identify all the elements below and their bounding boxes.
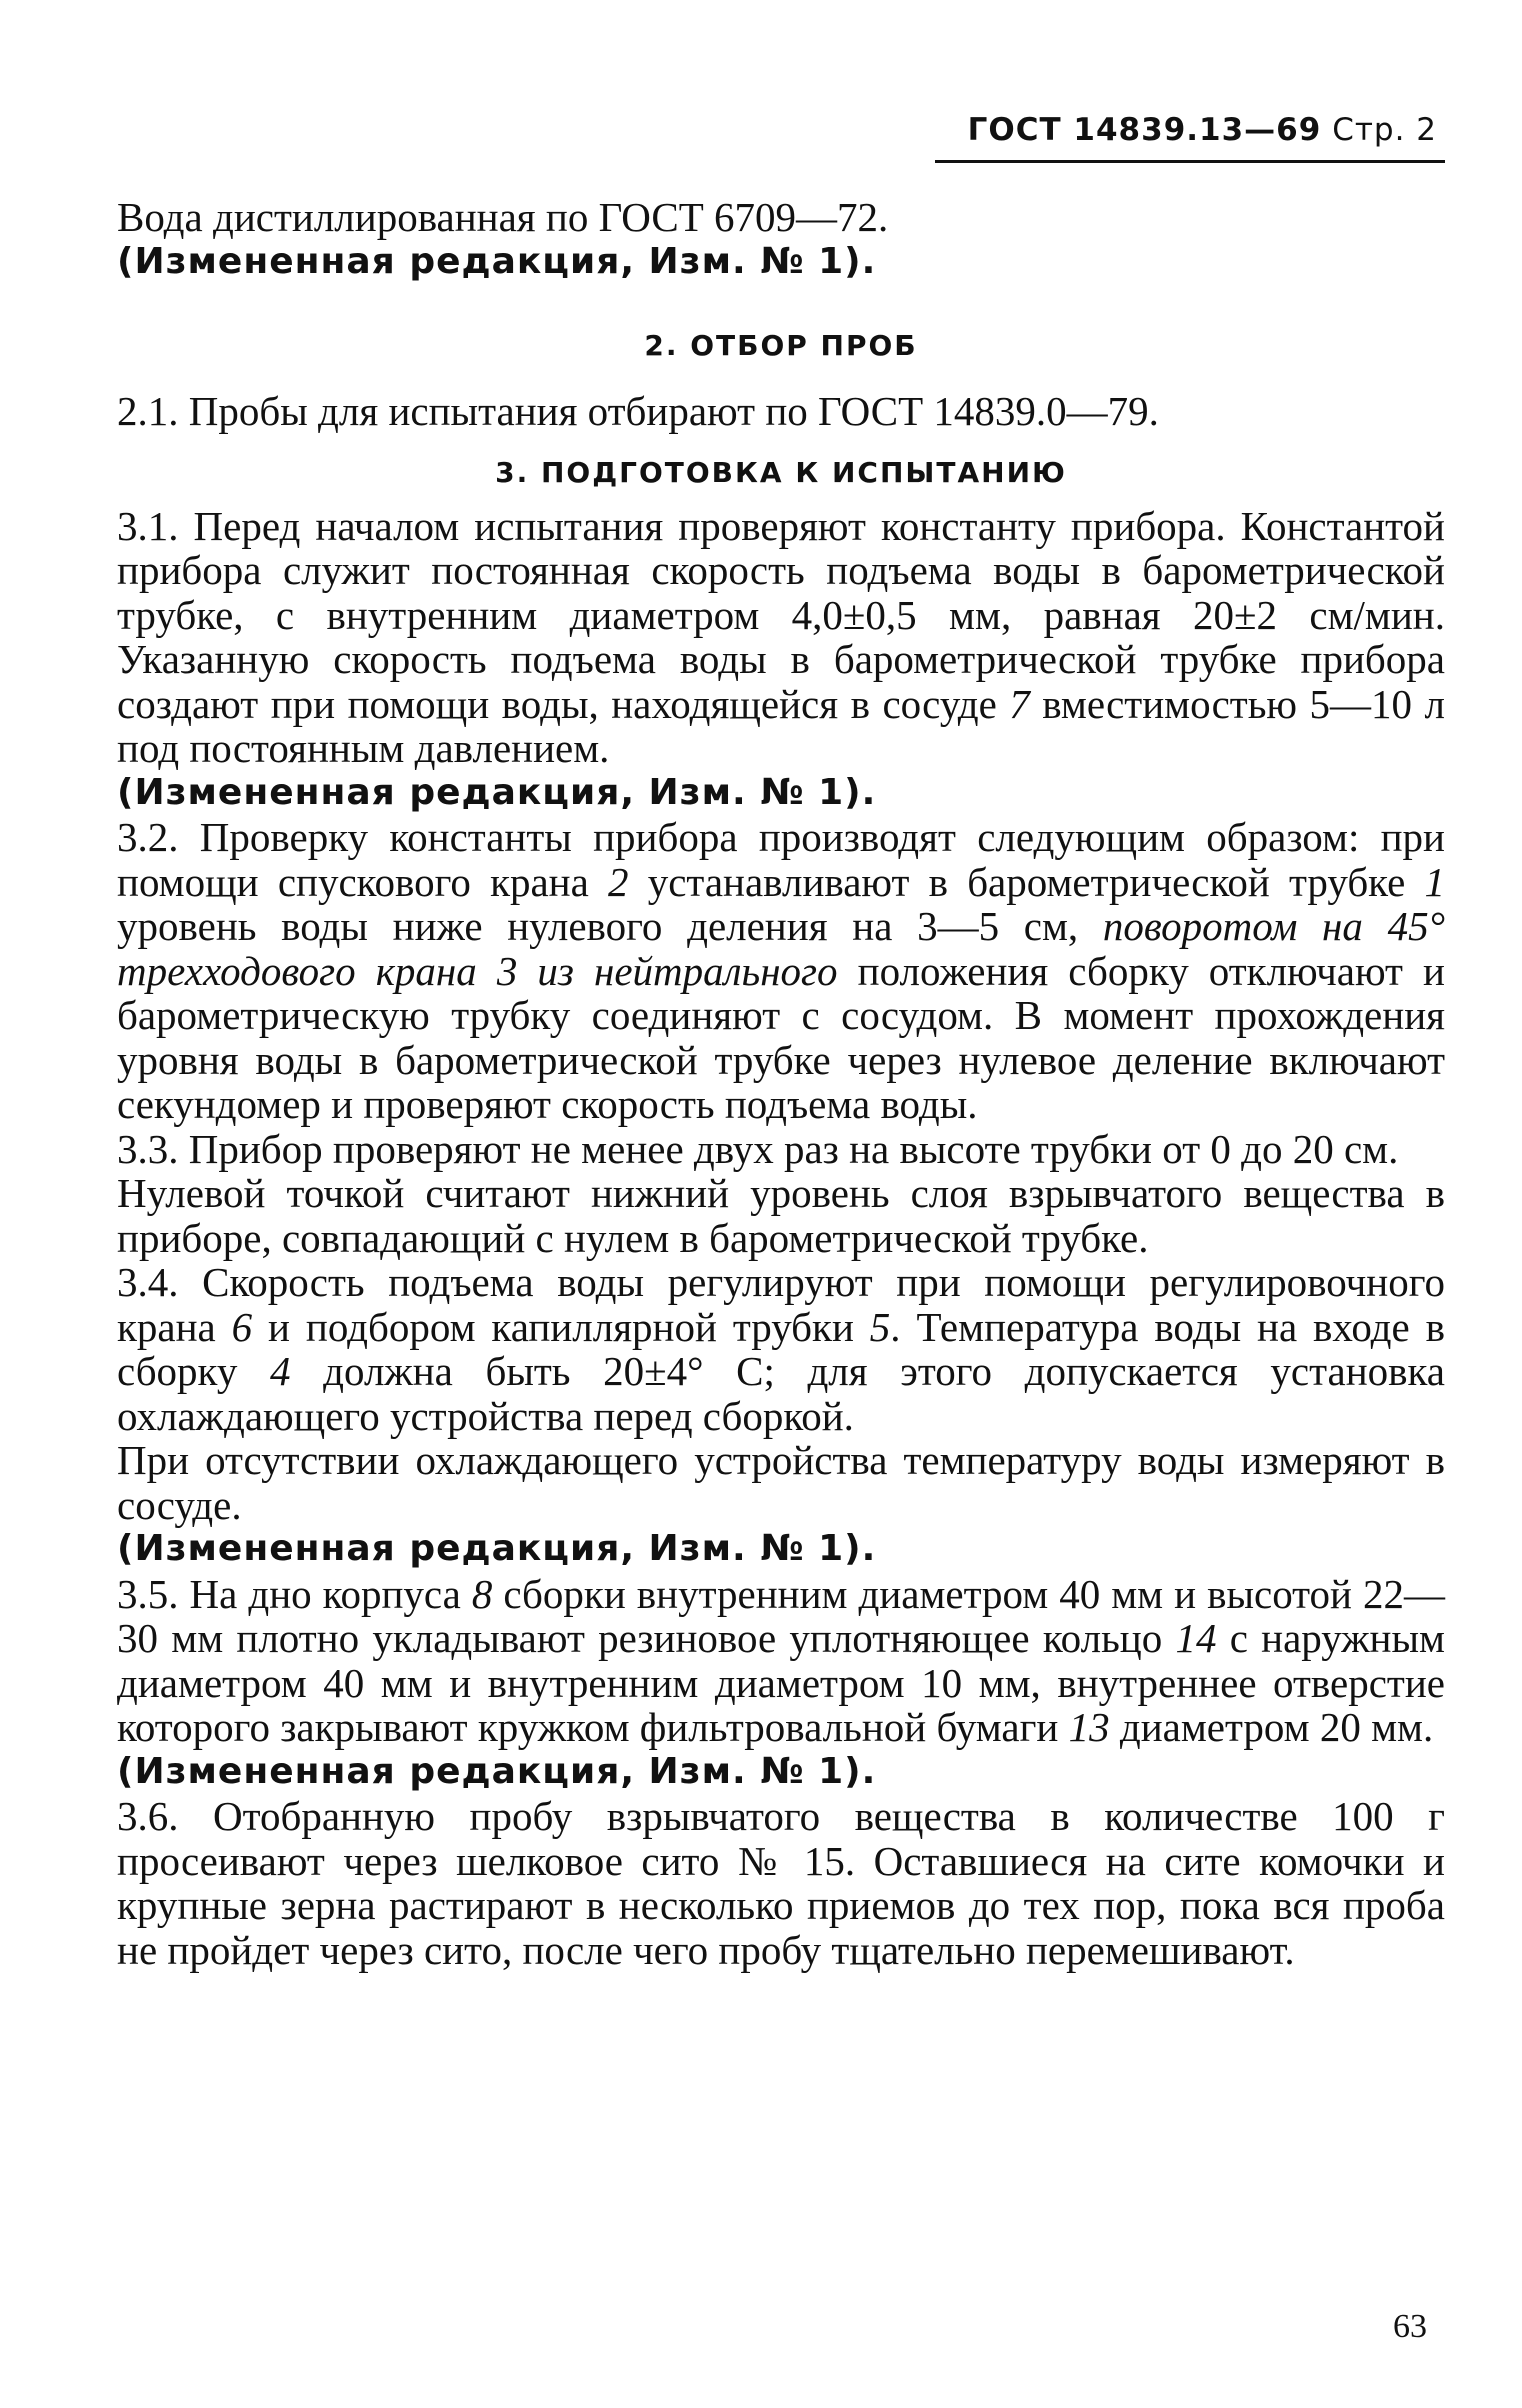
page-number: 63 — [1393, 2308, 1427, 2345]
paragraph-3-3: 3.3. Прибор проверяют не менее двух раз на высоте трубки от 0 до 20 см. — [117, 1125, 1399, 1172]
paragraph-2-1: 2.1. Пробы для испытания отбирают по ГОСТ 14839.0—79. — [117, 387, 1159, 434]
amendment-note: (Измененная редакция, Изм. № 1). — [117, 1528, 877, 1569]
paragraph-3-6: 3.6. Отобранную пробу взрывчатого вещества в количестве 100 г просеивают через шелковое сито № 15. Оставшиеся на сите комочки и крупные зерна растирают в несколько приемов до тех пор, пока вся проба не пройдет через сито, после чего пробу тщательно перемешивают. — [117, 1793, 1445, 1973]
paragraph-3-4-cooling: При отсутствии охлаждающего устройства температуру воды измеряют в сосуде. — [117, 1437, 1445, 1528]
document-body — [117, 195, 1445, 1972]
figure-ref: 6 — [231, 1303, 253, 1350]
paragraph-3-5: 3.5. На дно корпуса 8 сборки внутренним диаметром 40 мм и высотой 22—30 мм плотно укладывают резиновое уплотняющее кольцо 14 с наружным диаметром 40 мм и внутренним диаметром 10 мм, внутреннее отверстие которого закрывают кружком фильтровальной бумаги 13 диаметром 20 мм. — [117, 1570, 1445, 1750]
amendment-note: (Измененная редакция, Изм. № 1). — [117, 1750, 877, 1792]
standard-number: ГОСТ 14839.13—69 — [967, 112, 1322, 148]
paragraph-3-3-zero-point: Нулевой точкой считают нижний уровень слоя взрывчатого вещества в приборе, совпадающий с нулем в барометрической трубке. — [117, 1170, 1445, 1261]
figure-ref: 13 — [1068, 1704, 1110, 1750]
section-3-title: 3. ПОДГОТОВКА К ИСПЫТАНИЮ — [495, 456, 1067, 489]
intro-line: Вода дистиллированная по ГОСТ 6709—72. — [117, 194, 889, 240]
figure-ref: 14 — [1175, 1615, 1217, 1661]
figure-ref: 7 — [1009, 680, 1030, 727]
header-rule — [935, 160, 1445, 163]
figure-ref: 4 — [270, 1348, 291, 1394]
amendment-note: (Измененная редакция, Изм. № 1). — [117, 771, 877, 813]
figure-ref: 8 — [471, 1570, 493, 1617]
figure-ref: 1 — [1424, 858, 1445, 905]
document-page — [117, 0, 1445, 2408]
figure-ref: 2 — [608, 858, 629, 905]
page-label: Стр. 2 — [1332, 112, 1437, 148]
paragraph-3-1: 3.1. Перед началом испытания проверяют константу прибора. Константой прибора служит постоянная скорость подъема воды в барометрической трубке, с внутренним диаметром 4,0±0,5 мм, равная 20±2 см/мин. Указанную скорость подъема воды в барометрической трубке прибора создают при помощи воды, находящейся в сосуде 7 вместимостью 5—10 л под постоянным давлением. — [117, 502, 1445, 771]
section-2-title: 2. ОТБОР ПРОБ — [644, 329, 918, 362]
running-header — [968, 112, 1437, 148]
figure-ref: 5 — [869, 1303, 891, 1350]
amendment-note: (Измененная редакция, Изм. № 1). — [117, 240, 877, 282]
paragraph-3-4: 3.4. Скорость подъема воды регулируют при помощи регулировочного крана 6 и подбором капиллярной трубки 5. Температура воды на входе в сборку 4 должна быть 20±4° С; для этого допускается установка охлаждающего устройства перед сборкой. — [117, 1259, 1445, 1439]
paragraph-3-2: 3.2. Проверку константы прибора производят следующим образом: при помощи спускового крана 2 устанавливают в барометрической трубке 1 уровень воды ниже нулевого деления на 3—5 см, поворотом на 45° трехходового крана 3 из нейтрального положения сборку отключают и барометрическую трубку соединяют с сосудом. В момент прохождения уровня воды в барометрической трубке через нулевое деление включают секундомер и проверяют скорость подъема воды. — [117, 814, 1445, 1127]
